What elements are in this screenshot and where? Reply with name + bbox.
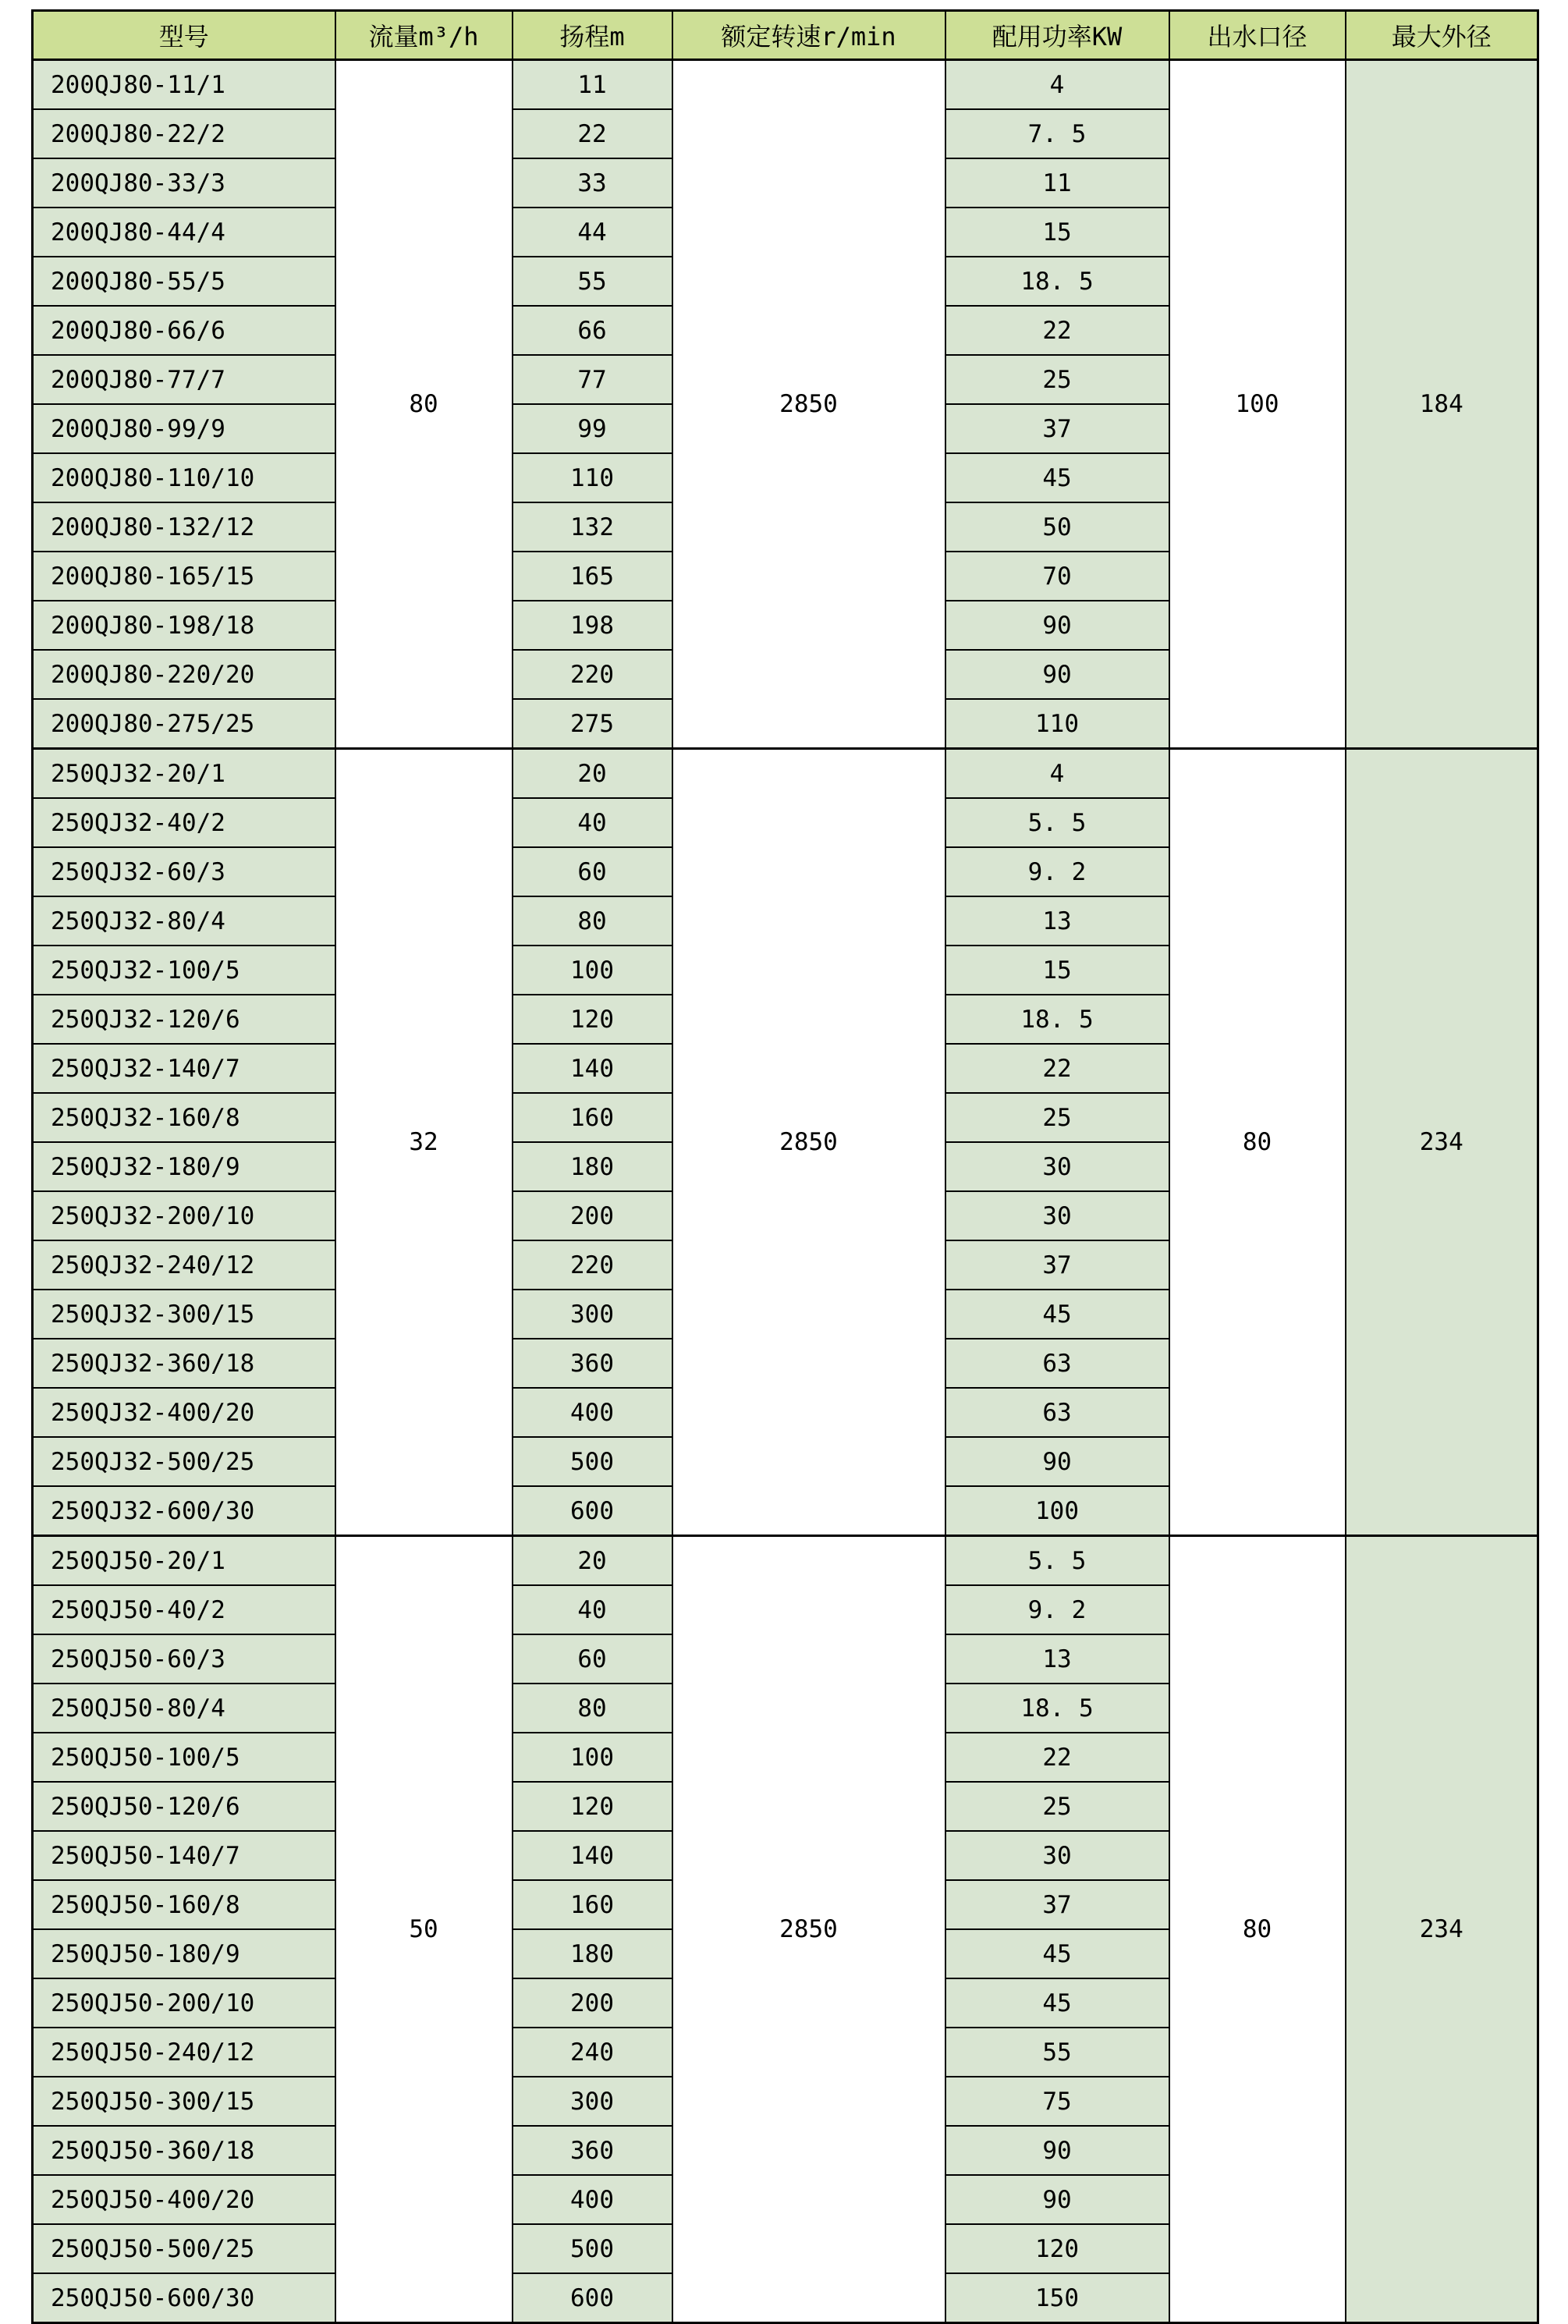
- head-cell: 60: [513, 847, 672, 896]
- head-cell: 11: [513, 60, 672, 110]
- flow-cell-merged: 80: [335, 60, 513, 749]
- head-cell: 140: [513, 1831, 672, 1880]
- table-row: [33, 1536, 1538, 1586]
- head-cell: 33: [513, 158, 672, 208]
- power-cell: 30: [945, 1191, 1169, 1240]
- model-cell: 200QJ80-132/12: [33, 502, 335, 552]
- power-cell: 4: [945, 60, 1169, 110]
- column-header-outlet: 出水口径: [1169, 11, 1346, 60]
- power-cell: 55: [945, 2028, 1169, 2077]
- column-header-head: 扬程m: [513, 11, 672, 60]
- head-cell: 500: [513, 2224, 672, 2273]
- head-cell: 110: [513, 453, 672, 502]
- power-cell: 30: [945, 1142, 1169, 1191]
- head-cell: 22: [513, 109, 672, 158]
- model-cell: 250QJ32-160/8: [33, 1093, 335, 1142]
- model-cell: 250QJ32-200/10: [33, 1191, 335, 1240]
- head-cell: 165: [513, 552, 672, 601]
- head-cell: 100: [513, 1733, 672, 1782]
- model-cell: 200QJ80-44/4: [33, 208, 335, 257]
- power-cell: 45: [945, 1978, 1169, 2028]
- head-cell: 66: [513, 306, 672, 355]
- head-cell: 500: [513, 1437, 672, 1486]
- head-cell: 220: [513, 650, 672, 699]
- head-cell: 360: [513, 2126, 672, 2175]
- power-cell: 45: [945, 1929, 1169, 1978]
- model-cell: 250QJ50-300/15: [33, 2077, 335, 2126]
- head-cell: 40: [513, 798, 672, 847]
- head-cell: 60: [513, 1634, 672, 1684]
- head-cell: 44: [513, 208, 672, 257]
- column-header-model: 型号: [33, 11, 335, 60]
- head-cell: 198: [513, 601, 672, 650]
- power-cell: 18. 5: [945, 1684, 1169, 1733]
- power-cell: 11: [945, 158, 1169, 208]
- head-cell: 20: [513, 749, 672, 799]
- head-cell: 160: [513, 1880, 672, 1929]
- model-cell: 250QJ50-240/12: [33, 2028, 335, 2077]
- power-cell: 25: [945, 1782, 1169, 1831]
- head-cell: 140: [513, 1044, 672, 1093]
- head-cell: 180: [513, 1929, 672, 1978]
- outlet-cell-merged: 80: [1169, 749, 1346, 1536]
- power-cell: 30: [945, 1831, 1169, 1880]
- model-cell: 250QJ32-300/15: [33, 1290, 335, 1339]
- model-cell: 250QJ50-600/30: [33, 2273, 335, 2323]
- model-cell: 200QJ80-275/25: [33, 699, 335, 749]
- column-header-maxod: 最大外径: [1346, 11, 1538, 60]
- head-cell: 100: [513, 946, 672, 995]
- model-cell: 250QJ50-140/7: [33, 1831, 335, 1880]
- power-cell: 22: [945, 1733, 1169, 1782]
- header-row: [33, 11, 1538, 60]
- model-cell: 250QJ32-600/30: [33, 1486, 335, 1536]
- model-cell: 250QJ50-120/6: [33, 1782, 335, 1831]
- table-row: [33, 60, 1538, 110]
- model-cell: 250QJ50-400/20: [33, 2175, 335, 2224]
- model-cell: 250QJ50-20/1: [33, 1536, 335, 1586]
- flow-cell-merged: 32: [335, 749, 513, 1536]
- model-cell: 250QJ32-20/1: [33, 749, 335, 799]
- model-cell: 200QJ80-66/6: [33, 306, 335, 355]
- model-cell: 200QJ80-99/9: [33, 404, 335, 453]
- power-cell: 90: [945, 1437, 1169, 1486]
- power-cell: 90: [945, 601, 1169, 650]
- head-cell: 20: [513, 1536, 672, 1586]
- column-header-flow: 流量m³/h: [335, 11, 513, 60]
- power-cell: 9. 2: [945, 847, 1169, 896]
- model-cell: 250QJ32-180/9: [33, 1142, 335, 1191]
- head-cell: 300: [513, 2077, 672, 2126]
- head-cell: 120: [513, 1782, 672, 1831]
- power-cell: 37: [945, 404, 1169, 453]
- pump-spec-table: [31, 9, 1539, 2324]
- head-cell: 132: [513, 502, 672, 552]
- speed-cell-merged: 2850: [672, 60, 945, 749]
- power-cell: 18. 5: [945, 257, 1169, 306]
- power-cell: 22: [945, 1044, 1169, 1093]
- power-cell: 90: [945, 650, 1169, 699]
- power-cell: 37: [945, 1240, 1169, 1290]
- model-cell: 250QJ32-40/2: [33, 798, 335, 847]
- outlet-cell-merged: 100: [1169, 60, 1346, 749]
- model-cell: 200QJ80-165/15: [33, 552, 335, 601]
- max-od-cell-merged: 234: [1346, 749, 1538, 1536]
- model-cell: 250QJ32-120/6: [33, 995, 335, 1044]
- head-cell: 240: [513, 2028, 672, 2077]
- power-cell: 7. 5: [945, 109, 1169, 158]
- head-cell: 360: [513, 1339, 672, 1388]
- head-cell: 80: [513, 1684, 672, 1733]
- power-cell: 9. 2: [945, 1585, 1169, 1634]
- power-cell: 90: [945, 2175, 1169, 2224]
- power-cell: 25: [945, 1093, 1169, 1142]
- power-cell: 63: [945, 1339, 1169, 1388]
- power-cell: 13: [945, 896, 1169, 946]
- power-cell: 120: [945, 2224, 1169, 2273]
- head-cell: 80: [513, 896, 672, 946]
- power-cell: 90: [945, 2126, 1169, 2175]
- head-cell: 275: [513, 699, 672, 749]
- head-cell: 120: [513, 995, 672, 1044]
- outlet-cell-merged: 80: [1169, 1536, 1346, 2323]
- power-cell: 100: [945, 1486, 1169, 1536]
- head-cell: 160: [513, 1093, 672, 1142]
- model-cell: 200QJ80-55/5: [33, 257, 335, 306]
- power-cell: 4: [945, 749, 1169, 799]
- model-cell: 250QJ32-240/12: [33, 1240, 335, 1290]
- model-cell: 250QJ32-80/4: [33, 896, 335, 946]
- model-cell: 250QJ32-500/25: [33, 1437, 335, 1486]
- model-cell: 250QJ32-100/5: [33, 946, 335, 995]
- model-cell: 250QJ32-140/7: [33, 1044, 335, 1093]
- head-cell: 40: [513, 1585, 672, 1634]
- column-header-speed: 额定转速r/min: [672, 11, 945, 60]
- model-cell: 250QJ50-80/4: [33, 1684, 335, 1733]
- power-cell: 50: [945, 502, 1169, 552]
- model-cell: 250QJ50-360/18: [33, 2126, 335, 2175]
- model-cell: 250QJ50-180/9: [33, 1929, 335, 1978]
- power-cell: 75: [945, 2077, 1169, 2126]
- power-cell: 25: [945, 355, 1169, 404]
- power-cell: 110: [945, 699, 1169, 749]
- power-cell: 45: [945, 453, 1169, 502]
- table-row: [33, 749, 1538, 799]
- model-cell: 250QJ50-60/3: [33, 1634, 335, 1684]
- power-cell: 45: [945, 1290, 1169, 1339]
- max-od-cell-merged: 234: [1346, 1536, 1538, 2323]
- head-cell: 400: [513, 1388, 672, 1437]
- head-cell: 200: [513, 1191, 672, 1240]
- power-cell: 18. 5: [945, 995, 1169, 1044]
- speed-cell-merged: 2850: [672, 749, 945, 1536]
- head-cell: 300: [513, 1290, 672, 1339]
- power-cell: 63: [945, 1388, 1169, 1437]
- head-cell: 77: [513, 355, 672, 404]
- model-cell: 200QJ80-33/3: [33, 158, 335, 208]
- head-cell: 55: [513, 257, 672, 306]
- model-cell: 250QJ32-60/3: [33, 847, 335, 896]
- head-cell: 400: [513, 2175, 672, 2224]
- model-cell: 250QJ50-160/8: [33, 1880, 335, 1929]
- model-cell: 200QJ80-220/20: [33, 650, 335, 699]
- power-cell: 15: [945, 946, 1169, 995]
- max-od-cell-merged: 184: [1346, 60, 1538, 749]
- flow-cell-merged: 50: [335, 1536, 513, 2323]
- model-cell: 200QJ80-11/1: [33, 60, 335, 110]
- power-cell: 13: [945, 1634, 1169, 1684]
- model-cell: 250QJ50-500/25: [33, 2224, 335, 2273]
- model-cell: 250QJ50-200/10: [33, 1978, 335, 2028]
- head-cell: 200: [513, 1978, 672, 2028]
- power-cell: 22: [945, 306, 1169, 355]
- head-cell: 220: [513, 1240, 672, 1290]
- model-cell: 200QJ80-22/2: [33, 109, 335, 158]
- power-cell: 15: [945, 208, 1169, 257]
- model-cell: 250QJ50-40/2: [33, 1585, 335, 1634]
- power-cell: 37: [945, 1880, 1169, 1929]
- power-cell: 150: [945, 2273, 1169, 2323]
- model-cell: 200QJ80-110/10: [33, 453, 335, 502]
- head-cell: 180: [513, 1142, 672, 1191]
- column-header-power: 配用功率KW: [945, 11, 1169, 60]
- model-cell: 200QJ80-77/7: [33, 355, 335, 404]
- model-cell: 250QJ32-400/20: [33, 1388, 335, 1437]
- power-cell: 5. 5: [945, 798, 1169, 847]
- head-cell: 99: [513, 404, 672, 453]
- power-cell: 5. 5: [945, 1536, 1169, 1586]
- model-cell: 250QJ50-100/5: [33, 1733, 335, 1782]
- model-cell: 250QJ32-360/18: [33, 1339, 335, 1388]
- model-cell: 200QJ80-198/18: [33, 601, 335, 650]
- head-cell: 600: [513, 1486, 672, 1536]
- head-cell: 600: [513, 2273, 672, 2323]
- speed-cell-merged: 2850: [672, 1536, 945, 2323]
- power-cell: 70: [945, 552, 1169, 601]
